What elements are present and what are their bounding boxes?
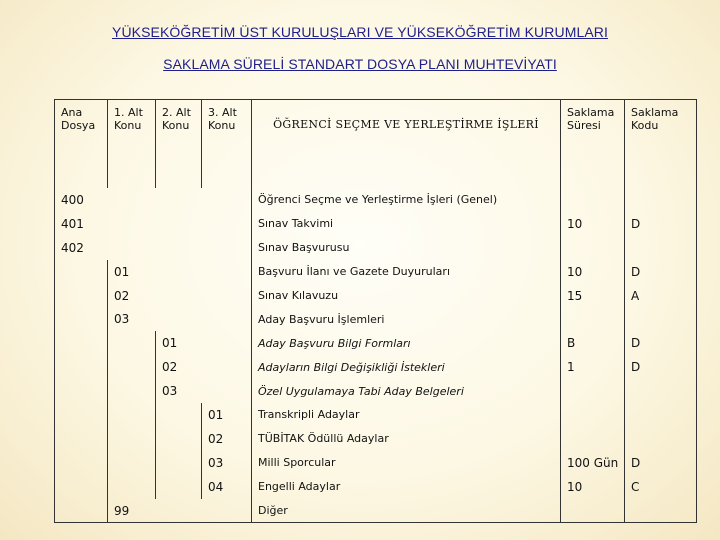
row-saklama-suresi: 100 Gün bbox=[561, 451, 625, 475]
empty-cell bbox=[55, 451, 108, 475]
row-description: Öğrenci Seçme ve Yerleştirme İşleri (Genel) bbox=[252, 188, 561, 212]
row-saklama-suresi bbox=[561, 307, 625, 331]
empty-cell bbox=[55, 307, 108, 331]
row-code: 01 bbox=[108, 260, 252, 284]
header-ana-dosya: Ana Dosya bbox=[55, 100, 108, 189]
row-description: Başvuru İlanı ve Gazete Duyuruları bbox=[252, 260, 561, 284]
header-saklama-suresi: Saklama Süresi bbox=[561, 100, 625, 189]
row-code: 03 bbox=[156, 379, 252, 403]
document-title-line-2: SAKLAMA SÜRELİ STANDART DOSYA PLANI MUHTEVİYATI bbox=[163, 56, 557, 72]
row-code: 01 bbox=[156, 331, 252, 355]
row-code: 04 bbox=[202, 475, 252, 499]
row-saklama-kodu: D bbox=[625, 355, 697, 379]
empty-cell bbox=[108, 331, 156, 355]
row-description: Diğer bbox=[252, 499, 561, 523]
row-saklama-kodu bbox=[625, 307, 697, 331]
empty-cell bbox=[55, 427, 108, 451]
document-title-line-1: YÜKSEKÖĞRETİM ÜST KURULUŞLARI VE YÜKSEKÖĞRETİM KURUMLARI bbox=[112, 24, 608, 40]
row-saklama-suresi: 10 bbox=[561, 475, 625, 499]
row-description: Sınav Başvurusu bbox=[252, 236, 561, 260]
row-saklama-kodu bbox=[625, 236, 697, 260]
table-row bbox=[55, 427, 697, 451]
row-code: 402 bbox=[55, 236, 252, 260]
row-description: Adayların Bilgi Değişikliği İstekleri bbox=[252, 355, 561, 379]
empty-cell bbox=[55, 355, 108, 379]
table-row bbox=[55, 284, 697, 308]
table-row bbox=[55, 188, 697, 212]
row-code: 401 bbox=[55, 212, 252, 236]
row-saklama-suresi bbox=[561, 403, 625, 427]
row-saklama-kodu: A bbox=[625, 284, 697, 308]
empty-cell bbox=[55, 260, 108, 284]
empty-cell bbox=[55, 499, 108, 523]
row-saklama-suresi bbox=[561, 427, 625, 451]
header-saklama-kodu: Saklama Kodu bbox=[625, 100, 697, 189]
row-saklama-kodu: D bbox=[625, 451, 697, 475]
table-row bbox=[55, 307, 697, 331]
row-saklama-kodu: D bbox=[625, 212, 697, 236]
header-alt-konu-1: 1. Alt Konu bbox=[108, 100, 156, 189]
row-saklama-suresi: 10 bbox=[561, 212, 625, 236]
row-saklama-suresi bbox=[561, 188, 625, 212]
row-description: Sınav Kılavuzu bbox=[252, 284, 561, 308]
table-row bbox=[55, 331, 697, 355]
row-description: Aday Başvuru İşlemleri bbox=[252, 307, 561, 331]
table-row bbox=[55, 236, 697, 260]
empty-cell bbox=[156, 451, 202, 475]
row-description: Engelli Adaylar bbox=[252, 475, 561, 499]
row-saklama-suresi: 15 bbox=[561, 284, 625, 308]
header-row bbox=[55, 100, 697, 189]
row-description: TÜBİTAK Ödüllü Adaylar bbox=[252, 427, 561, 451]
empty-cell bbox=[156, 403, 202, 427]
row-saklama-kodu bbox=[625, 427, 697, 451]
row-saklama-suresi bbox=[561, 499, 625, 523]
row-code: 02 bbox=[156, 355, 252, 379]
row-saklama-suresi bbox=[561, 236, 625, 260]
row-description: Milli Sporcular bbox=[252, 451, 561, 475]
row-saklama-suresi bbox=[561, 379, 625, 403]
empty-cell bbox=[108, 403, 156, 427]
empty-cell bbox=[108, 379, 156, 403]
table-row bbox=[55, 499, 697, 523]
empty-cell bbox=[156, 475, 202, 499]
table-row bbox=[55, 355, 697, 379]
row-code: 01 bbox=[202, 403, 252, 427]
row-saklama-kodu: D bbox=[625, 260, 697, 284]
table-row bbox=[55, 475, 697, 499]
row-code: 400 bbox=[55, 188, 252, 212]
header-section-title: ÖĞRENCİ SEÇME VE YERLEŞTİRME İŞLERİ bbox=[252, 100, 561, 189]
row-saklama-kodu bbox=[625, 188, 697, 212]
empty-cell bbox=[108, 427, 156, 451]
row-saklama-suresi: B bbox=[561, 331, 625, 355]
row-saklama-kodu: C bbox=[625, 475, 697, 499]
empty-cell bbox=[55, 331, 108, 355]
file-plan-table bbox=[54, 99, 697, 523]
empty-cell bbox=[108, 355, 156, 379]
empty-cell bbox=[108, 451, 156, 475]
row-saklama-kodu bbox=[625, 379, 697, 403]
row-saklama-suresi: 10 bbox=[561, 260, 625, 284]
row-code: 02 bbox=[202, 427, 252, 451]
empty-cell bbox=[156, 427, 202, 451]
row-saklama-kodu bbox=[625, 403, 697, 427]
header-alt-konu-2: 2. Alt Konu bbox=[156, 100, 202, 189]
row-saklama-kodu: D bbox=[625, 331, 697, 355]
row-description: Özel Uygulamaya Tabi Aday Belgeleri bbox=[252, 379, 561, 403]
row-code: 03 bbox=[108, 307, 252, 331]
empty-cell bbox=[55, 284, 108, 308]
row-code: 99 bbox=[108, 499, 252, 523]
row-saklama-kodu bbox=[625, 499, 697, 523]
row-description: Transkripli Adaylar bbox=[252, 403, 561, 427]
row-description: Sınav Takvimi bbox=[252, 212, 561, 236]
empty-cell bbox=[55, 475, 108, 499]
empty-cell bbox=[55, 403, 108, 427]
row-code: 03 bbox=[202, 451, 252, 475]
empty-cell bbox=[108, 475, 156, 499]
header-alt-konu-3: 3. Alt Konu bbox=[202, 100, 252, 189]
table-row bbox=[55, 379, 697, 403]
row-code: 02 bbox=[108, 284, 252, 308]
table-row bbox=[55, 403, 697, 427]
row-saklama-suresi: 1 bbox=[561, 355, 625, 379]
table-row bbox=[55, 212, 697, 236]
empty-cell bbox=[55, 379, 108, 403]
table-row bbox=[55, 451, 697, 475]
table-row bbox=[55, 260, 697, 284]
row-description: Aday Başvuru Bilgi Formları bbox=[252, 331, 561, 355]
